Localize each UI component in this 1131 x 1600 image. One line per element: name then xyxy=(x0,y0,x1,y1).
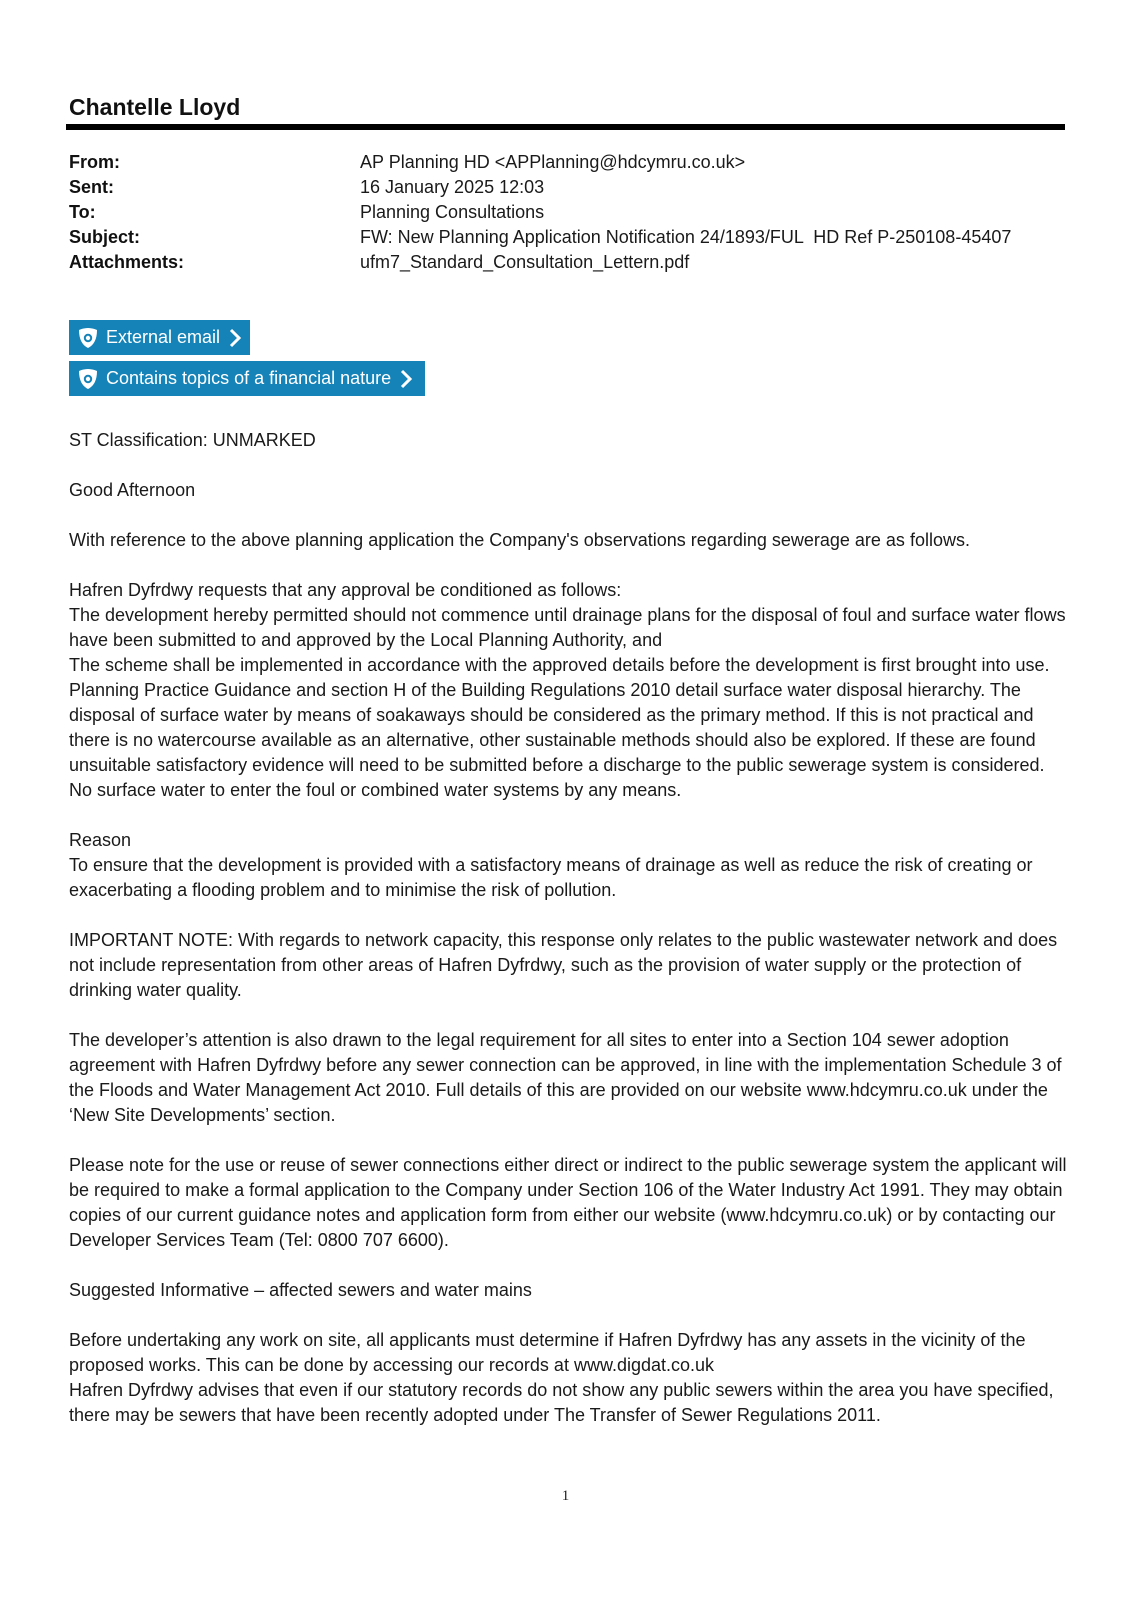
condition-drainage-plans: The development hereby permitted should not commence until drainage plans for the disposal of foul and surface water flows have been submitted to and approved by the Local Planning Authority, and xyxy=(69,605,1066,650)
from-label: From: xyxy=(69,152,120,172)
financial-topics-label: Contains topics of a financial nature xyxy=(106,368,392,388)
shield-icon xyxy=(77,327,99,349)
email-body xyxy=(69,428,1069,1428)
financial-topics-banner[interactable] xyxy=(69,361,425,396)
classification-line: ST Classification: UNMARKED xyxy=(69,430,316,450)
subject-label: Subject: xyxy=(69,227,141,247)
email-header-table xyxy=(69,150,1011,275)
important-note: IMPORTANT NOTE: With regards to network capacity, this response only relates to the public wastewater network and does not include representation from other areas of Hafren Dyfrdwy, such as the provision of water supply or the protection of drinking water quality. xyxy=(69,930,1058,1000)
sent-value: 16 January 2025 12:03 xyxy=(360,177,545,197)
to-value: Planning Consultations xyxy=(360,202,545,222)
sent-label: Sent: xyxy=(69,177,114,197)
informative-assets-paragraph: Before undertaking any work on site, all applicants must determine if Hafren Dyfrdwy has any assets in the vicinity of the proposed works. This can be done by accessing our records at www.digdat.co.uk xyxy=(69,1330,1026,1375)
external-email-label: External email xyxy=(106,327,221,347)
external-email-banner[interactable] xyxy=(69,320,250,355)
header-row-sent xyxy=(69,175,1011,200)
subject-value: FW: New Planning Application Notification 24/1893/FUL HD Ref P-250108-45407 xyxy=(360,227,1012,247)
greeting: Good Afternoon xyxy=(69,480,196,500)
intro-paragraph: With reference to the above planning application the Company's observations regarding sewerage are as follows. xyxy=(69,530,970,550)
shield-icon xyxy=(77,368,99,390)
informative-heading: Suggested Informative – affected sewers and water mains xyxy=(69,1280,532,1300)
chevron-right-icon xyxy=(399,369,413,389)
chevron-right-icon xyxy=(228,328,242,348)
sender-name: Chantelle Lloyd xyxy=(69,94,241,120)
condition-surface-water: Planning Practice Guidance and section H of the Building Regulations 2010 detail surface water disposal hierarchy. The disposal of surface water by means of soakaways should be considered as the primary method. If this is not practical and there is no watercourse available as an alternative, other sustainable methods should also be explored. If these are found unsuitable satisfactory evidence will need to be submitted before a discharge to the public sewerage system is considered. No surface water to enter the foul or combined water systems by any means. xyxy=(69,680,1045,800)
header-row-to xyxy=(69,200,1011,225)
page-number: 1 xyxy=(561,1488,570,1504)
condition-implementation: The scheme shall be implemented in accordance with the approved details before the development is first brought into use. xyxy=(69,655,1050,675)
attachments-label: Attachments: xyxy=(69,252,185,272)
conditions-heading: Hafren Dyfrdwy requests that any approval be conditioned as follows: xyxy=(69,580,622,600)
from-value: AP Planning HD <APPlanning@hdcymru.co.uk> xyxy=(360,152,746,172)
reason-text: To ensure that the development is provided with a satisfactory means of drainage as well as reduce the risk of creating or exacerbating a flooding problem and to minimise the risk of pollution. xyxy=(69,855,1033,900)
reason-heading: Reason xyxy=(69,830,132,850)
informative-sewers-paragraph: Hafren Dyfrdwy advises that even if our statutory records do not show any public sewers within the area you have specified, there may be sewers that have been recently adopted under The Transfer of Sewer Regulations 2011. xyxy=(69,1380,1054,1425)
header-row-subject xyxy=(69,225,1011,250)
header-row-attachments xyxy=(69,250,1011,275)
attachment-file[interactable]: ufm7_Standard_Consultation_Lettern.pdf xyxy=(360,252,690,272)
header-row-from xyxy=(69,150,1011,175)
to-label: To: xyxy=(69,202,96,222)
section-106-paragraph: Please note for the use or reuse of sewer connections either direct or indirect to the public sewerage system the applicant will be required to make a formal application to the Company under Section 106 of the Water Industry Act 1991. They may obtain copies of our current guidance notes and application form from either our website (www.hdcymru.co.uk) or by contacting our Developer Services Team (Tel: 0800 707 6600). xyxy=(69,1155,1067,1250)
header-divider xyxy=(66,124,1065,130)
section-104-paragraph: The developer’s attention is also drawn to the legal requirement for all sites to enter into a Section 104 sewer adoption agreement with Hafren Dyfrdwy before any sewer connection can be approved, in line with the implementation Schedule 3 of the Floods and Water Management Act 2010. Full details of this are provided on our website www.hdcymru.co.uk under the ‘New Site Developments’ section. xyxy=(69,1030,1062,1125)
